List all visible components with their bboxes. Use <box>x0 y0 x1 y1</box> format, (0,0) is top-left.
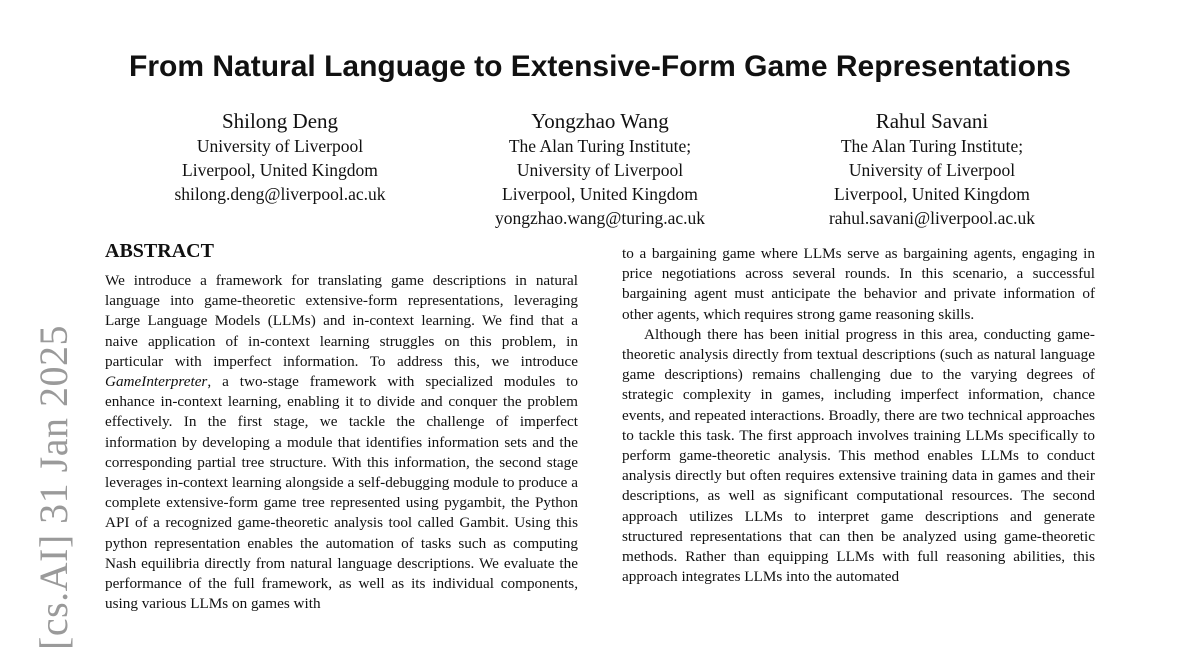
author-affiliation: University of Liverpool <box>516 160 684 180</box>
author-email: rahul.savani@liverpool.ac.uk <box>828 208 1036 228</box>
paper-title: From Natural Language to Extensive-Form Game Representations <box>129 50 1071 83</box>
intro-column <box>622 244 1095 587</box>
author-name: Shilong Deng <box>221 109 339 133</box>
abstract-text-part: , a two-stage framework with specialized modules to enhance in-context learning, enabling it to divide and conquer the problem effectively. In the first stage, we tackle the challenge of imperfect information by developing a module that identifies information sets and the corresponding partial tree structure. With this information, the second stage leverages in-context learning alongside a self-debugging module to produce a complete extensive-form game tree represented using pygambit, the Python API of a recognized game-theoretic analysis tool called Gambit. Using this python representation enables the automation of tasks such as computing Nash equilibria directly from natural language descriptions. We evaluate the performance of the full framework, as well as its individual components, using various LLMs on games with <box>105 373 578 613</box>
author-affiliation: The Alan Turing Institute; <box>508 136 692 156</box>
author-block-1 <box>130 108 430 206</box>
intro-paragraph: to a bargaining game where LLMs serve as bargaining agents, engaging in price negotiations across several rounds. In this scenario, a successful bargaining agent must anticipate the behavior and private information of other agents, which requires strong game reasoning skills. <box>622 245 1095 323</box>
author-block-3 <box>772 108 1092 230</box>
framework-name: GameInterpreter <box>105 373 208 391</box>
intro-paragraph: Although there has been initial progress in this area, conducting game-theoretic analysis directly from textual descriptions (such as natural language game descriptions) remains challenging due to the varying degrees of strategic complexity in games, including imperfect information, chance events, and repeated interactions. Broadly, there are two technical approaches to tackle this task. The first approach involves training LLMs specifically to perform game-theoretic analysis. This method enables LLMs to conduct analysis directly but often requires extensive training data in games and their descriptions, as well as significant computational resources. The second approach utilizes LLMs to interpret game descriptions and generate structured representations that can then be analyzed using game-theoretic methods. Rather than equipping LLMs with full reasoning abilities, this approach integrates LLMs into the automated <box>622 325 1095 586</box>
author-name: Rahul Savani <box>875 109 989 133</box>
author-location: Liverpool, United Kingdom <box>182 160 378 180</box>
author-email: shilong.deng@liverpool.ac.uk <box>174 184 386 204</box>
abstract-heading: ABSTRACT <box>105 240 214 262</box>
author-email: yongzhao.wang@turing.ac.uk <box>494 208 706 228</box>
abstract-paragraph <box>105 271 578 614</box>
author-location: Liverpool, United Kingdom <box>502 184 698 204</box>
author-name: Yongzhao Wang <box>531 109 669 133</box>
abstract-body <box>105 271 578 614</box>
author-affiliation: University of Liverpool <box>848 160 1016 180</box>
author-location: Liverpool, United Kingdom <box>834 184 1030 204</box>
author-affiliation: University of Liverpool <box>196 136 364 156</box>
arxiv-identifier-stamp: [cs.AI] 31 Jan 2025 <box>31 325 76 650</box>
author-block-2 <box>450 108 750 230</box>
abstract-text-part: We introduce a framework for translating game descriptions in natural language into game-theoretic extensive-form representations, leveraging Large Language Models (LLMs) and in-context learning. We find that a naive application of in-context learning struggles on this problem, in particular with imperfect information. To address this, we introduce <box>105 272 578 370</box>
author-affiliation: The Alan Turing Institute; <box>840 136 1024 156</box>
